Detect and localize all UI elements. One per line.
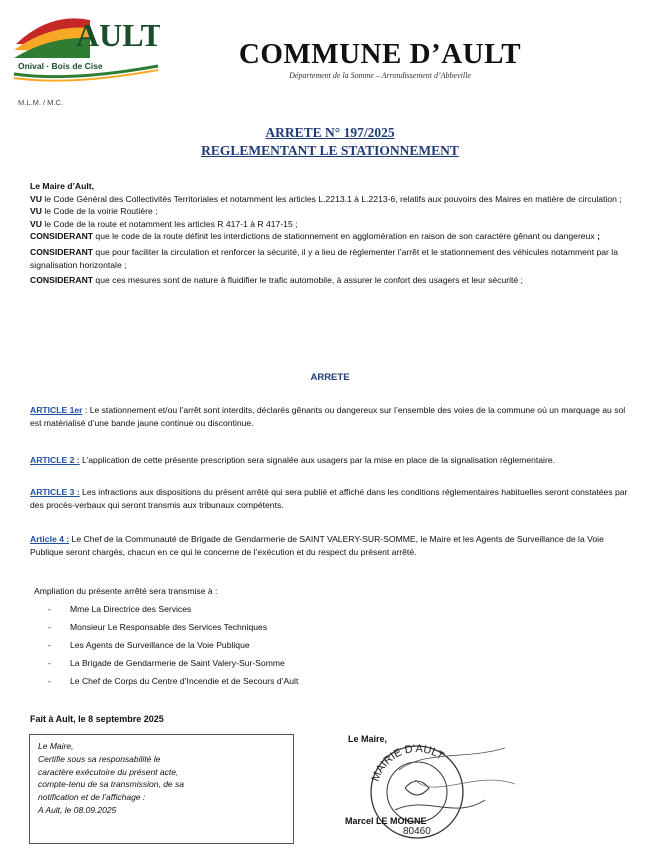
arrete-heading: ARRETE (310, 372, 350, 383)
cert-line: caractère exécutoire du présent acte, (38, 766, 179, 777)
cert-line: notification et de l’affichage : (38, 792, 146, 803)
signed-date: Fait à Ault, le 8 septembre 2025 (30, 714, 164, 724)
article-2 (30, 454, 630, 467)
article-4 (30, 533, 630, 558)
mairie-stamp (355, 740, 525, 845)
vu-label: VU (30, 193, 42, 204)
ampliation-intro: Ampliation du présente arrêté sera transmise à : (34, 586, 218, 596)
vu-2: le Code de la voirie Routière ; (41, 206, 158, 217)
recipient: La Brigade de Gendarmerie de Saint Valery-Sur-Somme (70, 658, 285, 668)
cert-line: Certifie sous sa responsabilité le (38, 753, 161, 764)
department-line: Département de la Somme – Arrondissement d’Abbeville (289, 71, 471, 80)
considerant-1-end: ; (597, 231, 600, 242)
signature-role: Le Maire, (348, 734, 388, 744)
list-item (48, 603, 298, 621)
article-1 (30, 404, 630, 429)
list-item (48, 675, 298, 693)
vu-1: le Code Général des Collectivités Territoriales et notamment les articles L.2213.1 à L.2213-6, relatifs aux pouvoirs des Maires en matière de circulation ; (41, 193, 622, 204)
dash: - (48, 676, 51, 686)
cert-line: compte-tenu de sa transmission, de sa (38, 779, 184, 790)
considerant-2: que pour faciliter la circulation et renforcer la sécurité, il y a lieu de règlementer l’arrêt et le stationnement des véhicules notamment par la signalisation horizontale ; (30, 246, 618, 270)
article-3 (30, 486, 630, 511)
article-text: Les infractions aux dispositions du présent arrêté qui sera publié et affiché dans les conditions réglementaires habituelles seront constatées par des procès-verbaux qui seront transmis aux tribunaux compétents. (30, 487, 628, 510)
arrete-number: ARRETE N° 197/2025 (265, 125, 395, 140)
considerant-label: CONSIDERANT (30, 246, 94, 257)
considerant-3: que ces mesures sont de nature à fluidifier le trafic automobile, à assurer le confort des usagers et leur sécurité ; (93, 275, 523, 286)
cert-line: A Ault, le 08.09.2025 (38, 804, 117, 815)
arrete-subject: REGLEMENTANT LE STATIONNEMENT (201, 143, 459, 158)
list-item (48, 657, 298, 675)
article-text: : Le stationnement et/ou l’arrêt sont interdits, déclarés gênants ou dangereux sur l’ensemble des voies de la commune où un marquage au sol est matérialisé d’une bande jaune continue ou discontinue. (30, 405, 626, 428)
stamp-ring-text: MAIRIE D'AULT (369, 742, 446, 784)
cert-line: Le Maire, (38, 741, 74, 751)
vu-label: VU (30, 218, 42, 229)
article-label: ARTICLE 1er (30, 405, 83, 415)
list-item (48, 621, 298, 639)
logo-name: AULT (76, 17, 160, 53)
maire-intro: Le Maire d’Ault, (30, 181, 94, 191)
article-text: Le Chef de la Communauté de Brigade de Gendarmerie de SAINT VALERY-SUR-SOMME, le Maire et les Agents de Surveillance de la Voie Publique seront chargés, chacun en ce qui le concerne de l’exécution et du respect du présent arrêté. (30, 534, 604, 557)
preamble (30, 180, 625, 290)
considerant-label: CONSIDERANT (30, 275, 94, 286)
dash: - (48, 604, 51, 614)
vu-3: le Code de la route et notamment les articles R 417-1 à R 417-15 ; (41, 218, 298, 229)
recipient: Le Chef de Corps du Centre d’Incendie et de Secours d’Ault (70, 676, 299, 686)
logo-subtitle: Onival · Bois de Cise (18, 61, 103, 71)
considerant-label: CONSIDERANT (30, 231, 94, 242)
considerant-1: que le code de la route définit les interdictions de stationnement en agglomération en raison de son caractère gênant ou dangereux (93, 231, 598, 242)
document-reference: M.L.M. / M.C. (18, 98, 63, 107)
stamp-postcode: 80460 (403, 826, 431, 837)
dash: - (48, 658, 51, 668)
article-text: L’application de cette présente prescription sera signalée aux usagers par la mise en place de la signalisation réglementaire. (79, 455, 555, 465)
article-label: ARTICLE 2 : (30, 455, 80, 465)
recipient: Monsieur Le Responsable des Services Techniques (70, 622, 268, 632)
commune-logo (10, 6, 160, 86)
dash: - (48, 622, 51, 632)
recipient: Mme La Directrice des Services (70, 604, 192, 614)
certification-box (29, 734, 294, 844)
commune-heading: COMMUNE D’AULT (238, 38, 522, 70)
list-item (48, 639, 298, 657)
article-label: Article 4 : (30, 534, 70, 544)
recipient: Les Agents de Surveillance de la Voie Publique (70, 640, 250, 650)
vu-label: VU (30, 206, 42, 217)
dash: - (48, 640, 51, 650)
article-label: ARTICLE 3 : (30, 487, 80, 497)
signatory-name: Marcel LE MOIGNE (345, 816, 427, 826)
ampliation-list (48, 603, 298, 693)
